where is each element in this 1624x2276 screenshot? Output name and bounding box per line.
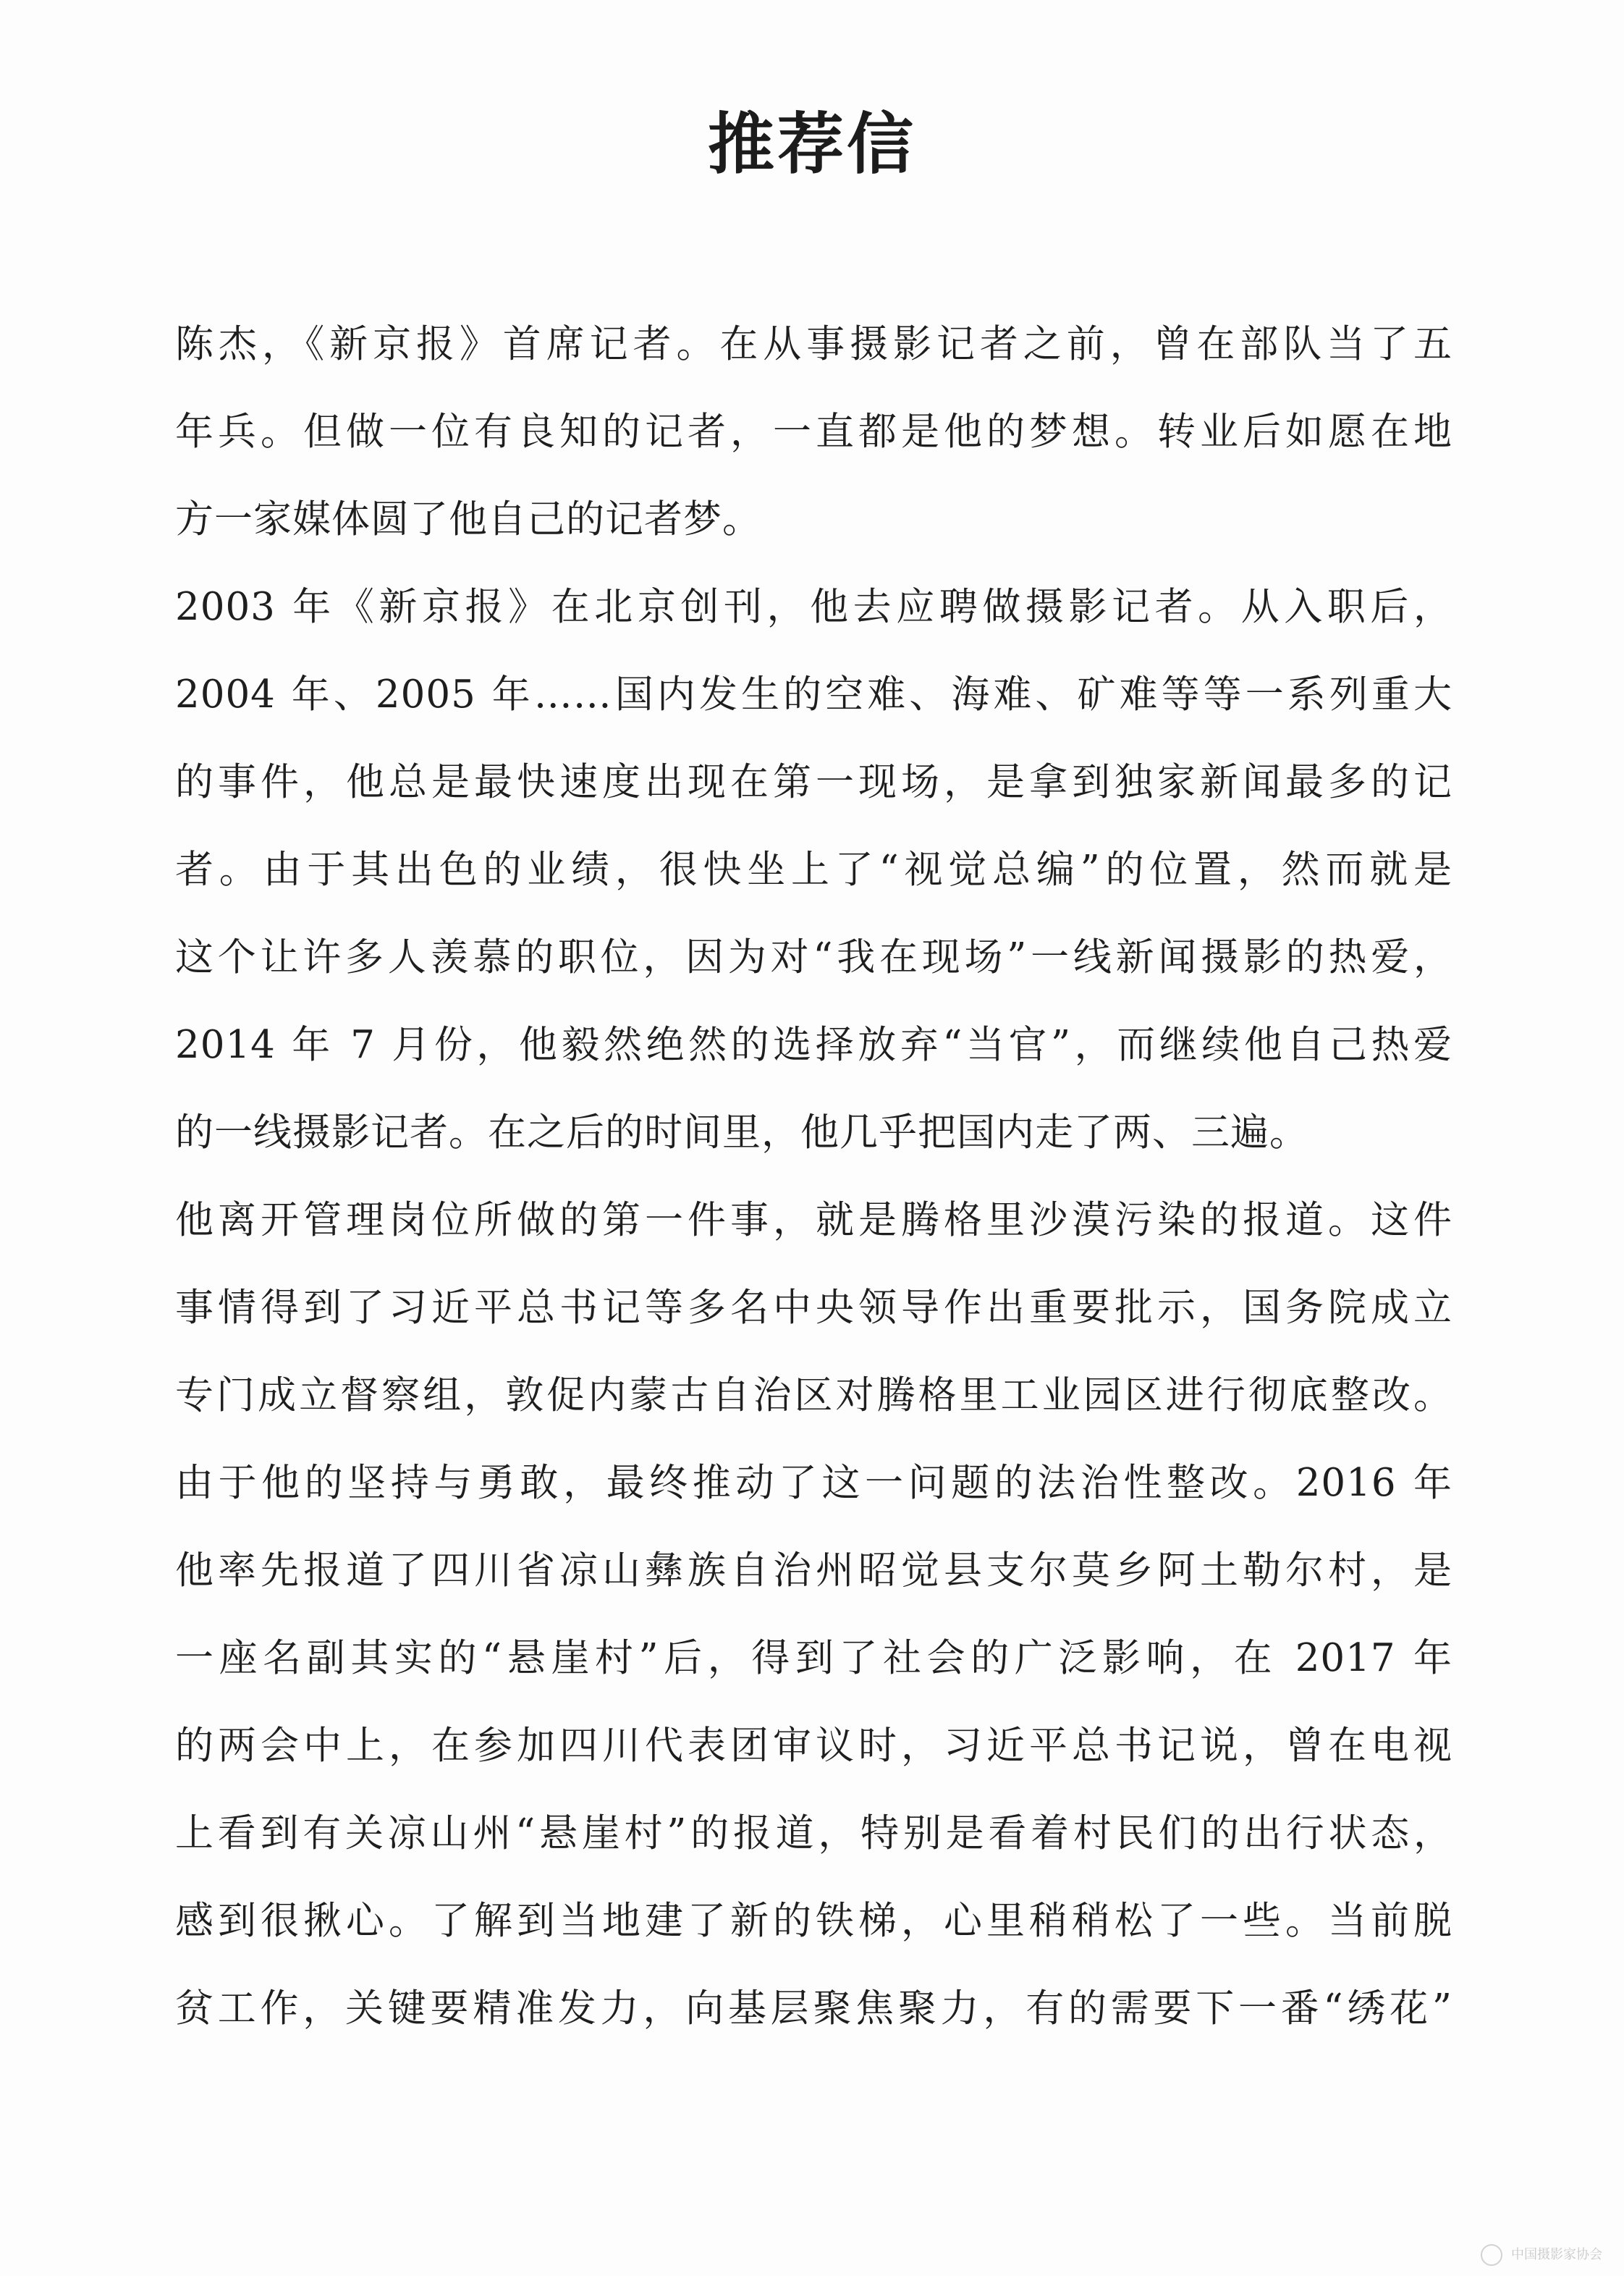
text-line: 专门成立督察组，敦促内蒙古自治区对腾格里工业园区进行彻底整改。 bbox=[175, 1373, 1452, 1417]
page-title: 推荐信 bbox=[707, 106, 916, 183]
letter-body bbox=[175, 300, 1452, 2052]
watermark bbox=[1481, 2244, 1602, 2266]
text-line: 陈杰，《新京报》首席记者。在从事摄影记者之前，曾在部队当了五 bbox=[175, 322, 1452, 366]
text-line: 由于他的坚持与勇敢，最终推动了这一问题的法治性整改。2016 年 bbox=[175, 1461, 1452, 1505]
text-line: 年兵。但做一位有良知的记者，一直都是他的梦想。转业后如愿在地 bbox=[175, 410, 1452, 454]
watermark-text: 中国摄影家协会 bbox=[1511, 2247, 1602, 2262]
text-line: 方一家媒体圆了他自己的记者梦。 bbox=[175, 497, 761, 541]
text-line: 这个让许多人羡慕的职位，因为对“我在现场”一线新闻摄影的热爱， bbox=[175, 935, 1452, 979]
seal-icon bbox=[1481, 2244, 1502, 2266]
text-line: 2003 年《新京报》在北京创刊，他去应聘做摄影记者。从入职后， bbox=[175, 585, 1452, 629]
text-line: 贫工作，关键要精准发力，向基层聚焦聚力，有的需要下一番“绣花” bbox=[175, 1986, 1452, 2031]
text-line: 一座名副其实的“悬崖村”后，得到了社会的广泛影响，在 2017 年 bbox=[175, 1636, 1452, 1680]
text-line: 2014 年 7 月份，他毅然绝然的选择放弃“当官”，而继续他自己热爱 bbox=[175, 1023, 1452, 1067]
text-line: 他离开管理岗位所做的第一件事，就是腾格里沙漠污染的报道。这件 bbox=[175, 1198, 1452, 1242]
text-line: 的一线摄影记者。在之后的时间里，他几乎把国内走了两、三遍。 bbox=[175, 1110, 1308, 1155]
text-line: 的两会中上，在参加四川代表团审议时，习近平总书记说，曾在电视 bbox=[175, 1724, 1452, 1768]
text-line: 的事件，他总是最快速度出现在第一现场，是拿到独家新闻最多的记 bbox=[175, 760, 1452, 804]
text-line: 2004 年、2005 年……国内发生的空难、海难、矿难等等一系列重大 bbox=[175, 673, 1452, 717]
text-line: 感到很揪心。了解到当地建了新的铁梯，心里稍稍松了一些。当前脱 bbox=[175, 1899, 1452, 1943]
text-line: 事情得到了习近平总书记等多名中央领导作出重要批示，国务院成立 bbox=[175, 1286, 1452, 1330]
text-line: 上看到有关凉山州“悬崖村”的报道，特别是看着村民们的出行状态， bbox=[175, 1811, 1452, 1855]
text-line: 者。由于其出色的业绩，很快坐上了“视觉总编”的位置，然而就是 bbox=[175, 848, 1452, 892]
text-line: 他率先报道了四川省凉山彝族自治州昭觉县支尔莫乡阿土勒尔村，是 bbox=[175, 1548, 1452, 1593]
